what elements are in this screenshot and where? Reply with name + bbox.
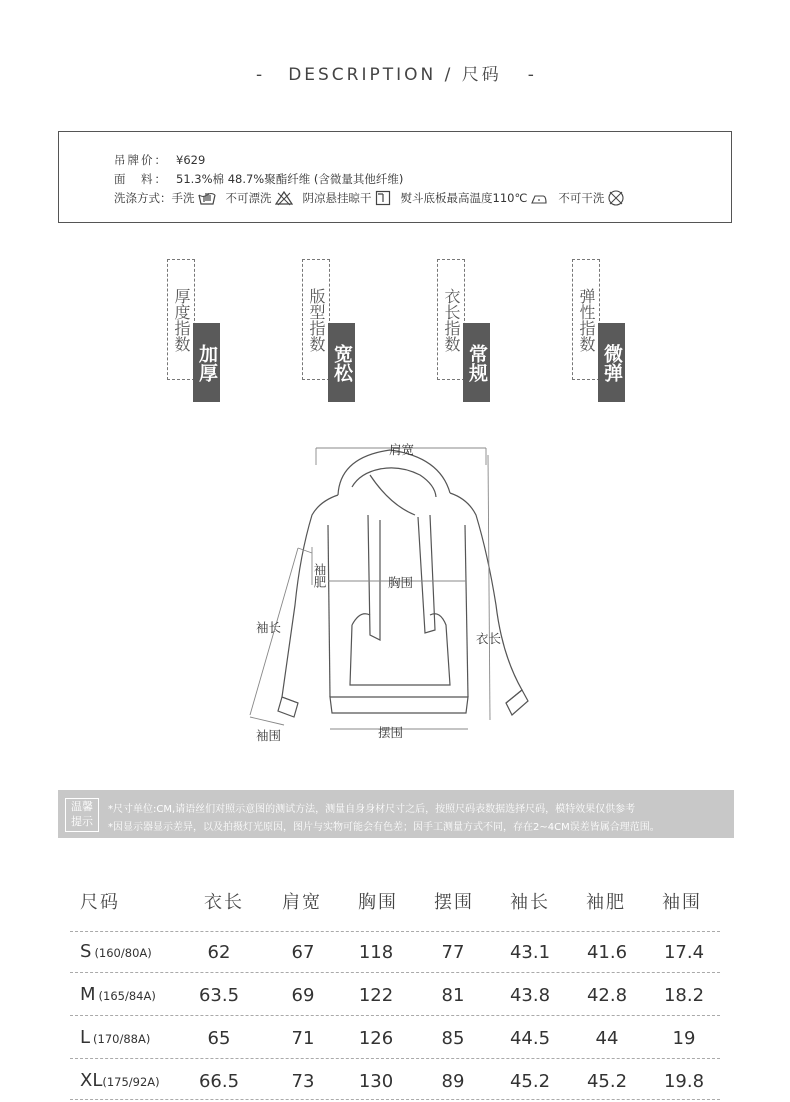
label-chest: 胸围 bbox=[388, 575, 414, 590]
value-cell: 65 bbox=[207, 1028, 231, 1049]
title-left-dash: - bbox=[256, 65, 263, 85]
material-label: 面 料： bbox=[114, 172, 168, 186]
size-letter: XL bbox=[80, 1070, 103, 1091]
value-cell: 62 bbox=[207, 942, 231, 963]
index-value: 微弹 bbox=[598, 323, 625, 402]
tips-badge-top: 温馨 bbox=[71, 800, 93, 813]
col-header-sleeve-width: 袖肥 bbox=[586, 892, 626, 913]
value-cell: 130 bbox=[358, 1071, 394, 1092]
tip-line-2: *因显示器显示差异，以及拍摄灯光原因，图片与实物可能会有色差；因手工测量方式不同，存在2~4CM误差皆属合理范围。 bbox=[108, 822, 660, 833]
value-cell: 41.6 bbox=[586, 942, 628, 963]
care-no-bleach bbox=[226, 190, 293, 206]
care-text: 熨斗底板最高温度110℃ bbox=[400, 191, 528, 205]
value-cell: 44.5 bbox=[509, 1028, 551, 1049]
fit-index bbox=[302, 259, 364, 403]
care-no-dry-clean bbox=[558, 189, 625, 207]
value-cell: 66.5 bbox=[198, 1071, 240, 1092]
size-cell bbox=[80, 1027, 150, 1048]
care-text: 阴凉悬挂晾干 bbox=[302, 191, 372, 205]
tips-badge-bottom: 提示 bbox=[71, 815, 93, 828]
index-label: 版型指数 bbox=[307, 287, 326, 352]
value-cell: 126 bbox=[358, 1028, 394, 1049]
wash-line bbox=[114, 189, 635, 207]
length-index bbox=[437, 259, 499, 403]
no-bleach-icon bbox=[275, 190, 293, 206]
value-cell: 19 bbox=[672, 1028, 696, 1049]
value-cell: 73 bbox=[291, 1071, 315, 1092]
col-header-sleeve-length: 袖长 bbox=[510, 892, 550, 913]
index-label: 衣长指数 bbox=[442, 287, 461, 352]
index-label: 厚度指数 bbox=[172, 287, 191, 352]
size-cell bbox=[80, 941, 152, 962]
elasticity-index bbox=[572, 259, 634, 403]
care-hand-wash bbox=[172, 190, 216, 206]
size-letter: S bbox=[80, 941, 92, 962]
index-value: 宽松 bbox=[328, 323, 355, 402]
value-cell: 81 bbox=[441, 985, 465, 1006]
size-spec: (165/84A) bbox=[98, 989, 156, 1003]
value-cell: 77 bbox=[441, 942, 465, 963]
value-cell: 85 bbox=[441, 1028, 465, 1049]
care-line-dry bbox=[303, 190, 391, 206]
size-cell bbox=[80, 984, 156, 1005]
col-header-shoulder: 肩宽 bbox=[282, 892, 322, 913]
care-text: 不可干洗 bbox=[558, 191, 605, 205]
value-cell: 45.2 bbox=[586, 1071, 628, 1092]
section-title bbox=[0, 60, 790, 85]
table-divider bbox=[70, 1099, 720, 1100]
value-cell: 71 bbox=[291, 1028, 315, 1049]
care-iron bbox=[401, 190, 549, 206]
index-label: 弹性指数 bbox=[577, 287, 596, 352]
value-cell: 89 bbox=[441, 1071, 465, 1092]
col-header-hem: 摆围 bbox=[434, 892, 474, 913]
label-length: 衣长 bbox=[476, 631, 502, 646]
line-dry-icon bbox=[375, 190, 391, 206]
no-dry-clean-icon bbox=[607, 189, 625, 207]
value-cell: 67 bbox=[291, 942, 315, 963]
title-right-dash: - bbox=[527, 65, 534, 85]
value-cell: 43.8 bbox=[509, 985, 551, 1006]
value-cell: 63.5 bbox=[198, 985, 240, 1006]
table-divider bbox=[70, 1015, 720, 1016]
wash-label: 洗涤方式： bbox=[114, 191, 172, 205]
size-spec: (175/92A) bbox=[102, 1075, 160, 1089]
material-value: 51.3%棉 48.7%聚酯纤维 (含微量其他纤维) bbox=[176, 172, 404, 186]
value-cell: 18.2 bbox=[663, 985, 705, 1006]
care-text: 不可漂洗 bbox=[225, 191, 272, 205]
hand-wash-icon bbox=[198, 190, 216, 206]
value-cell: 122 bbox=[358, 985, 394, 1006]
tips-bar bbox=[58, 790, 734, 838]
col-header-cuff: 袖围 bbox=[662, 892, 702, 913]
care-text: 手洗 bbox=[171, 191, 195, 205]
table-divider bbox=[70, 1058, 720, 1059]
index-value: 常规 bbox=[463, 323, 490, 402]
price-line bbox=[114, 152, 205, 168]
value-cell: 44 bbox=[595, 1028, 619, 1049]
tip-line-1: *尺寸单位:CM,请语丝们对照示意图的测试方法，测量自身身材尺寸之后，按照尺码表数据选择尺码，模特效果仅供参考 bbox=[108, 804, 636, 815]
price-label: 吊牌价： bbox=[114, 153, 168, 167]
material-line bbox=[114, 171, 403, 187]
size-letter: M bbox=[80, 984, 96, 1005]
value-cell: 19.8 bbox=[663, 1071, 705, 1092]
iron-icon bbox=[530, 191, 548, 205]
value-cell: 42.8 bbox=[586, 985, 628, 1006]
label-cuff: 袖围 bbox=[256, 728, 282, 743]
label-hem: 摆围 bbox=[378, 725, 404, 740]
table-divider bbox=[70, 972, 720, 973]
col-header-length: 衣长 bbox=[204, 892, 244, 913]
tips-badge bbox=[65, 798, 99, 832]
label-shoulder: 肩宽 bbox=[389, 442, 415, 457]
product-info-box bbox=[58, 131, 732, 223]
size-spec: (160/80A) bbox=[94, 946, 152, 960]
value-cell: 69 bbox=[291, 985, 315, 1006]
value-cell: 43.1 bbox=[509, 942, 551, 963]
value-cell: 45.2 bbox=[509, 1071, 551, 1092]
table-divider bbox=[70, 931, 720, 932]
size-letter: L bbox=[80, 1027, 91, 1048]
col-header-chest: 胸围 bbox=[358, 892, 398, 913]
label-sleeve-width: 袖肥 bbox=[312, 563, 327, 588]
label-sleeve-length: 袖长 bbox=[256, 620, 282, 635]
index-value: 加厚 bbox=[193, 323, 220, 402]
price-value: ¥629 bbox=[176, 153, 206, 167]
value-cell: 17.4 bbox=[663, 942, 705, 963]
thickness-index bbox=[167, 259, 229, 403]
size-cell bbox=[80, 1070, 160, 1091]
size-spec: (170/88A) bbox=[93, 1032, 151, 1046]
value-cell: 118 bbox=[358, 942, 394, 963]
title-text: DESCRIPTION / 尺码 bbox=[288, 65, 502, 85]
col-header-size: 尺码 bbox=[80, 892, 120, 913]
